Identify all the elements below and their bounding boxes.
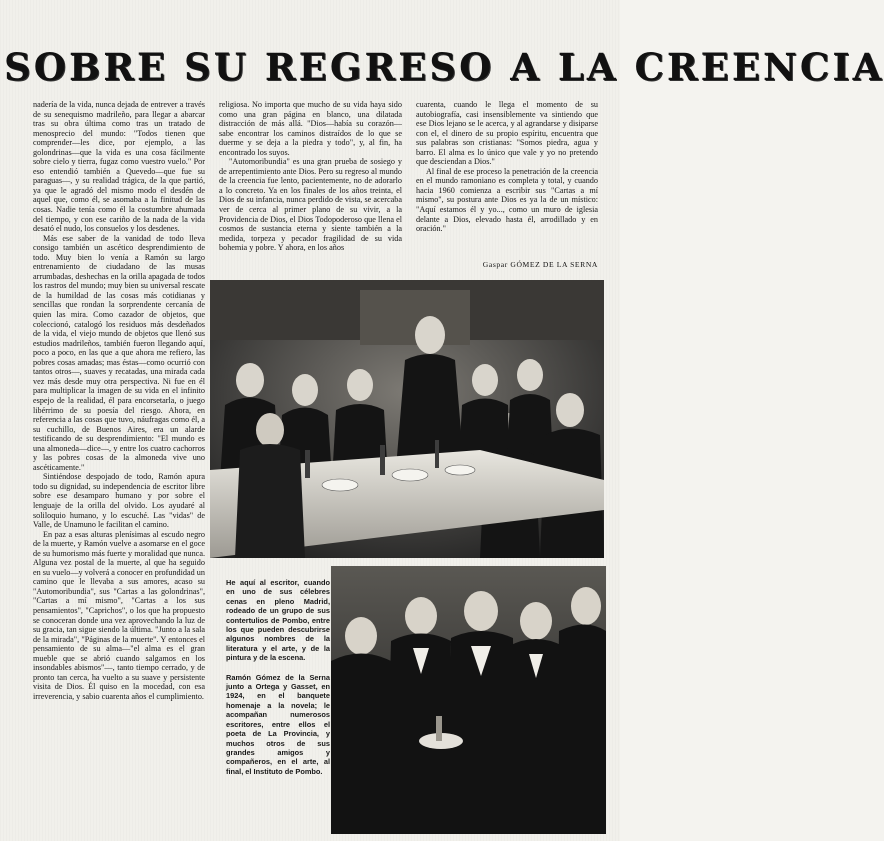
headline: SOBRE SU REGRESO A LA CREENCIA [4, 45, 884, 89]
paragraph: nadería de la vida, nunca dejada de entrever a través de su senequismo madrileño, para llegar a abarcar tras su obra última como tras un tratado de menosprecio del mundo: "Todos tienen que comprender—les dice, por ejemplo, a las golondrinas—que la vida es una cosa fácilmente sobre cielo y tierra, fugaz como vuestro vuelo." Por eso entendió también a Quevedo—que fue su paraguas—, y su realidad trágica, de la que partió, ya que le agradó del mismo modo el desdén de aquel que, como él, se asomaba a la finitud de las cosas. Nadie tenía como él la costumbre ahumada del tiempo, y con ese cariño de la nada de la vida desató el nudo, los consuelos y los desdenes. [33, 100, 205, 234]
paragraph: En paz a esas alturas plenísimas al escudo negro de la muerte, y Ramón vuelve a asomarse en el goce de su humorismo más fuerte y moralidad que nunca. Alguna vez postal de la muerte, al que ha seguido en su vuelo—y volverá a conocer en profundidad un camino que le llevaba a sus amores, acaso su "Automoribundia", sus "Cartas a las golondrinas", "Cartas a mí mismo", "Cartas a los sus pensamientos", "Caprichos", o los que ha propuesto se conoceran donde una vez aprovechando la luz de su gracia, tan sigue siendo la última. "Junto a la sala de la mirada", "Páginas de la muerte". Y entonces el pensamiento de su alma—"el alma es el gran mueble que se abrió cuando salgamos en los insondables abismos"—, tanto tiempo cerrado, y de pronto tan cerca, ha vuelto a su suave y persistente visita de Dios. Él quiso en la mocedad, con esa irreverencia, y sabio cuarenta años el cumplimiento. [33, 529, 205, 701]
paragraph: Sintiéndose despojado de todo, Ramón apura todo su dignidad, su independencia de escritor libre sobre ese desamparo humano y por sobre el lenguaje de la orilla del olvido. Los ayudaré al soliloquio humano, y lo escuché. Las "vidas" de Valle, de Unamuno le facilitan el camino. [33, 472, 205, 530]
article-column-3 [416, 100, 598, 260]
group-photo [331, 566, 606, 834]
photo-captions [226, 578, 330, 786]
paragraph: Más ese saber de la vanidad de todo lleva consigo también un ascético desprendimiento de todo. Muy bien lo venía a Ramón su largo entrenamiento de ciudadano de las musas arrumbadas, deshechas en la orilla apagada de todos los rastros del mundo; muy bien su universal rescate de la humildad de las cosas más cotidianas y sencillas que rondan la sorprendente cercanía de quien las mira. Como cazador de objetos, que coleccionó, catalogó los residuos más desdeñados de la vida, el viejo mundo de objetos que llenó sus estudios madrileños, también fueron llegando aquí, poco a poco, en las que a que ahora me refiero, las pobres cosas amadas; mas éstas—como ocurrió con tantos otros—, suaves y recatadas, una mirada cada vez más desde muy otra perspectiva. Ni fue en él para multiplicar la imagen de su vida en el infinito espejo de la realidad, él para encorsetarla, o juego libérrimo de su poesía del riesgo. Ahora, en referencia a las cosas que tuvo, náufragas como él, a su cuchillo, de Buenos Aires, era un alarde testificando de su desprendimiento: "El mundo es una almoneda—dice—, y entre los cuatro cachorros y las pobres cosas de la almoneda vive uno ascéticamente." [33, 233, 205, 472]
paragraph: religiosa. No importa que mucho de su vida haya sido como una gran página en blanco, una dilatada distracción de más allá. "Dios—había su corazón—sabe encontrar los caminos distraídos de lo que se duerme y se deja a la piedra y todo", y, al fin, ha encontrado los suyos. [219, 100, 402, 157]
banquet-photo-image [210, 280, 604, 558]
caption-photo-2: Ramón Gómez de la Serna junto a Ortega y Gasset, en 1924, en el banquete homenaje a la novela; le acompañan numerosos escritores, entre ellos el poeta de La Provincia, y muchos otros de sus grandes amigos y compañeros, en el arte, al final, el Instituto de Pombo. [226, 672, 330, 776]
paragraph: "Automoribundia" es una gran prueba de sosiego y de arrepentimiento ante Dios. Pero su regreso al mundo de la creencia fue lento, pacientemente, no de adorarlo a lo concreto. Ya en los finales de los años treinta, el Dios de su infancia, nunca perdido de vista, se acercaba ver de cerca al primer plano de su vivir, a la Providencia de Dios, el Dios Todopoderoso que llena el cosmos de sustancia eterna y siente también a la medida, torpeza y pecador fragilidad de su vida bohemia y pobre. Y ahora, en los años [219, 157, 402, 253]
paragraph: cuarenta, cuando le llega el momento de su autobiografía, casi insensiblemente va sintiendo que ese Dios lejano se le acerca, y al agrandarse y disiparse con el, el dinero de su propio espíritu, encuentra que sus palabras son cristianas: "Somos piedra, agua y barro. El alma es lo único que vale y yo no pretendo que desciendan a Dios." [416, 100, 598, 167]
group-photo-image [331, 566, 606, 834]
author-signature: Gaspar GÓMEZ DE LA SERNA [482, 260, 598, 269]
caption-photo-1: He aquí al escritor, cuando en uno de sus célebres cenas en pleno Madrid, rodeado de un grupo de sus contertulios de Pombo, entre los que pueden descubrirse algunos nombres de la literatura y el arte, y de la pintura y de la escena. [226, 578, 330, 663]
article-column-1 [33, 100, 205, 833]
article-column-2 [219, 100, 402, 300]
paragraph: Al final de ese proceso la penetración de la creencia en el mundo ramoniano es completa y total, y cuando hacia 1960 comienza a escribir sus "Cartas a mí mismo", su postura ante Dios es ya la de un místico: "Aquí estamos él y yo..., como un muro de iglesia delante a Dios, elevado hasta él, arrodillado y en oración." [416, 166, 598, 234]
banquet-photo [210, 280, 604, 558]
